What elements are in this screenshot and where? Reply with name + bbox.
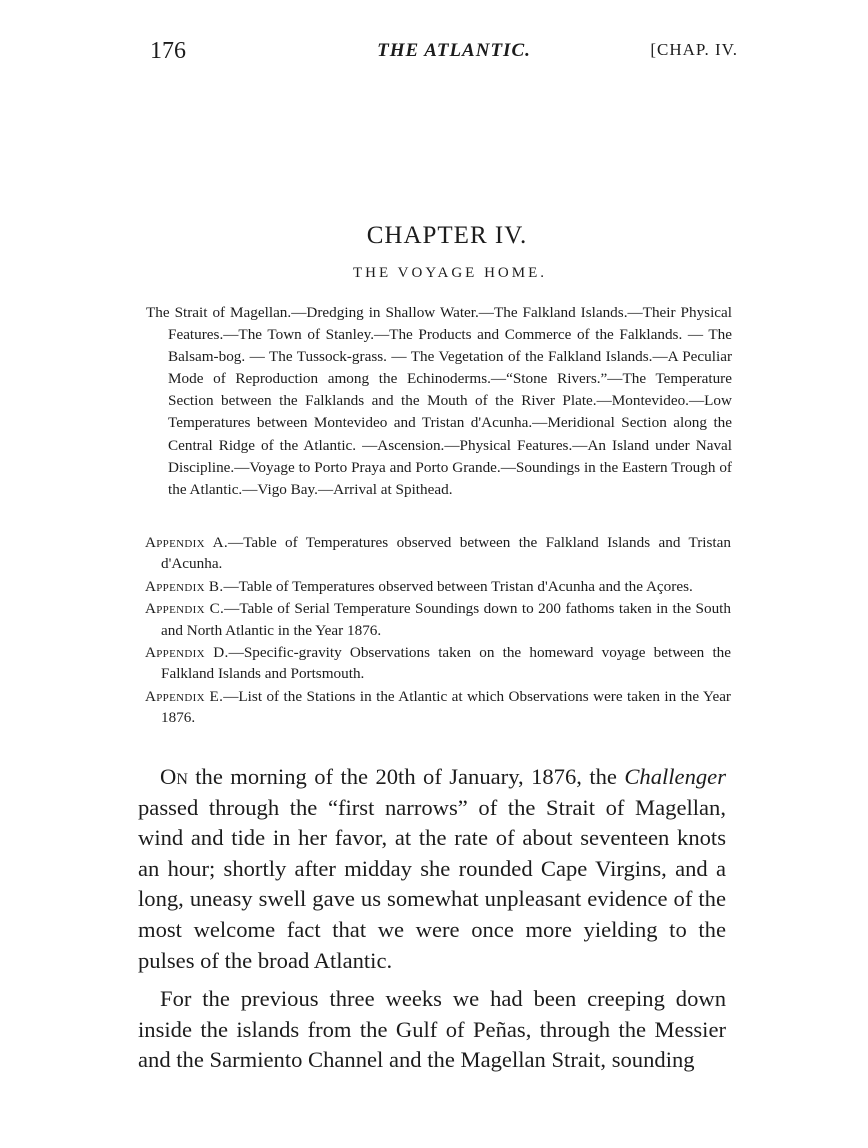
appendix-text: —Table of Serial Temperature Soundings down to 200 fathoms taken in the South and North Atlantic in the Year 1876. <box>161 600 731 639</box>
paragraph-text: passed through the “first narrows” of the Strait of Magellan, wind and tide in her favor, at the rate of about seventeen knots an hour; shortly after midday she rounded Cape Virgins, and a long, uneasy swell gave us somewhat unpleasant evidence of the most welcome fact that we were once more yielding to the pulses of the broad Atlantic. <box>138 794 726 973</box>
appendix-label: Appendix A. <box>145 534 228 551</box>
appendix-item <box>145 532 731 575</box>
page-number: 176 <box>150 38 186 64</box>
body-text <box>138 762 726 1076</box>
appendix-item <box>145 576 731 597</box>
appendix-label: Appendix B. <box>145 577 224 595</box>
ship-name: Challenger <box>624 764 726 789</box>
appendix-label: Appendix C. <box>145 600 225 618</box>
chapter-synopsis <box>146 302 732 501</box>
appendix-item <box>145 642 731 685</box>
appendix-text: —List of the Stations in the Atlantic at which Observations were taken in the Year 1876. <box>161 687 731 727</box>
body-paragraph: For the previous three weeks we had been creeping down inside the islands from the Gulf of Peñas, through the Messier and the Sarmiento Channel and the Magellan Strait, sounding <box>138 986 726 1073</box>
appendix-item <box>145 686 731 729</box>
running-head <box>150 38 738 70</box>
appendix-label: Appendix D. <box>145 644 229 662</box>
appendix-text: —Table of Temperatures observed between Tristan d'Acunha and the Açores. <box>223 577 693 595</box>
chapter-heading: CHAPTER IV. <box>366 222 528 249</box>
chapter-subtitle: THE VOYAGE HOME. <box>353 265 547 281</box>
paragraph-lead-word: On <box>160 764 188 789</box>
body-paragraph <box>138 762 726 976</box>
appendix-item <box>145 598 731 641</box>
chapter-reference: [CHAP. IV. <box>650 40 738 59</box>
synopsis-text: The Strait of Magellan.—Dredging in Shallow Water.—The Falkland Islands.—Their Physical Features.—The Town of Stanley.—The Products and Commerce of the Falklands. — The Balsam-bog. — The Tussock-grass. — The Vegetation of the Falkland Islands.—A Peculiar Mode of Reproduction among the Echinoderms.—“Stone Rivers.”—The Temperature Section between the Falklands and the Mouth of the River Plate.—Montevideo.—Low Temperatures between Montevideo and Tristan d'Acunha.—Meridional Section along the Central Ridge of the Atlantic. —Ascension.—Physical Features.—An Island under Naval Discipline.—Voyage to Porto Praya and Porto Grande.—Soundings in the Eastern Trough of the Atlantic.—Vigo Bay.—Arrival at Spithead. <box>146 304 732 498</box>
appendix-list <box>145 532 731 730</box>
appendix-label: Appendix E. <box>145 687 224 705</box>
appendix-text: —Specific-gravity Observations taken on the homeward voyage between the Falkland Islands and Portsmouth. <box>161 644 731 683</box>
paragraph-text: the morning of the 20th of January, 1876, the <box>187 764 625 789</box>
appendix-text: —Table of Temperatures observed between the Falkland Islands and Tristan d'Acunha. <box>161 534 731 573</box>
running-title: THE ATLANTIC. <box>377 40 531 61</box>
